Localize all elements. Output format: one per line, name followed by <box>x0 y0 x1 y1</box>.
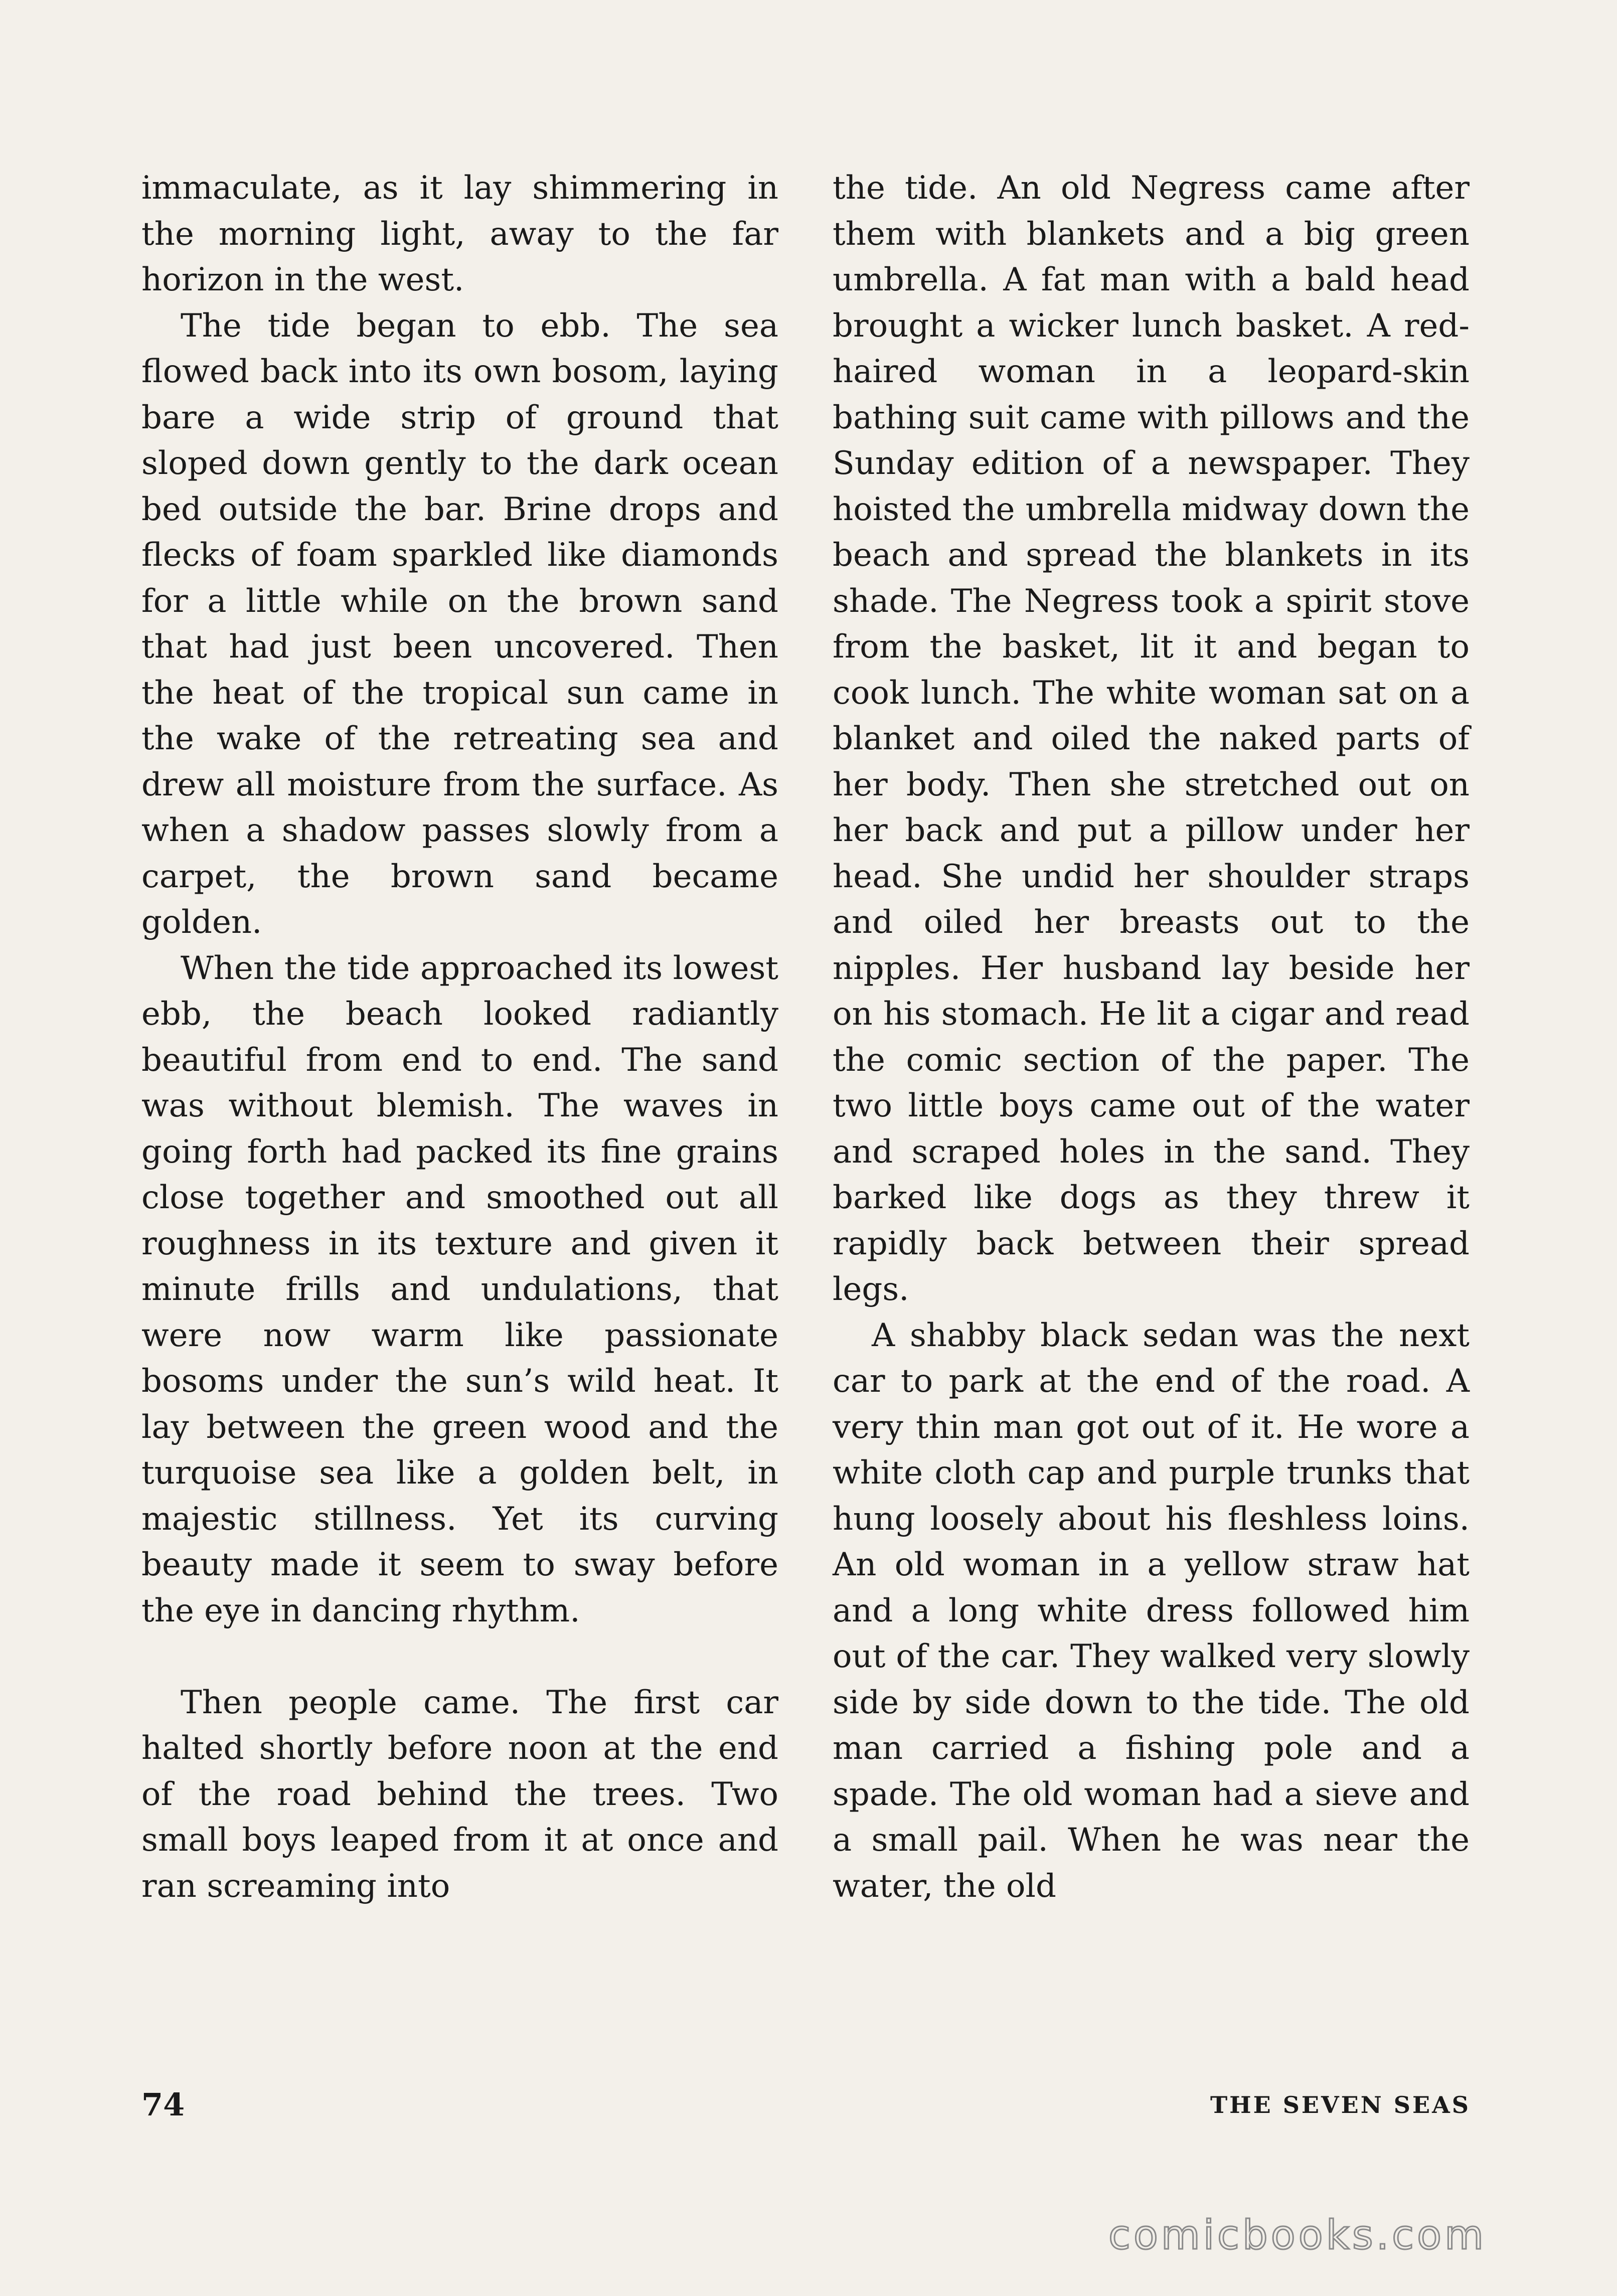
watermark: comicbooks.com <box>1108 2212 1487 2258</box>
running-head: THE SEVEN SEAS <box>1210 2091 1471 2118</box>
paragraph: immaculate, as it lay shimmering in the morning light, away to the far horizon in the west. <box>141 170 778 298</box>
page-footer <box>141 2086 1471 2131</box>
left-text-column <box>141 166 778 1909</box>
paragraph: When the tide approached its lowest ebb, the beach looked radiantly beautiful from end to end. The sand was without blemish. The waves in going forth had packed its fine grains close together and smoothed out all roughness in its texture and given it minute frills and undulations, that were now warm like passionate bosoms under the sun’s wild heat. It lay between the green wood and the turquoise sea like a golden belt, in majestic stillness. Yet its curving beauty made it seem to sway before the eye in dancing rhythm. <box>141 949 778 1629</box>
paragraph: A shabby black sedan was the next car to park at the end of the road. A very thin man got out of it. He wore a white cloth cap and purple trunks that hung loosely about his fleshless loins. An old woman in a yellow straw hat and a long white dress followed him out of the car. They walked very slowly side by side down to the tide. The old man carried a fishing pole and a spade. The old woman had a sieve and a small pail. When he was near the water, the old <box>833 1317 1470 1905</box>
page-number: 74 <box>141 2086 185 2123</box>
right-text-column <box>833 166 1470 1909</box>
paragraph: the tide. An old Negress came after them with blankets and a big green umbrella. A fat man with a bald head brought a wicker lunch basket. A red-haired woman in a leopard-skin bathing suit came with pillows and the Sunday edition of a newspaper. They hoisted the umbrella midway down the beach and spread the blankets in its shade. The Negress took a spirit stove from the basket, lit it and began to cook lunch. The white woman sat on a blanket and oiled the naked parts of her body. Then she stretched out on her back and put a pillow under her head. She undid her shoulder straps and oiled her breasts out to the nipples. Her husband lay beside her on his stomach. He lit a cigar and read the comic section of the paper. The two little boys came out of the water and scraped holes in the sand. They barked like dogs as they threw it rapidly back between their spread legs. <box>833 170 1470 1308</box>
paragraph: The tide began to ebb. The sea flowed back into its own bosom, laying bare a wide strip of ground that sloped down gently to the dark ocean bed outside the bar. Brine drops and flecks of foam sparkled like diamonds for a little while on the brown sand that had just been uncovered. Then the heat of the tropical sun came in the wake of the retreating sea and drew all moisture from the surface. As when a shadow passes slowly from a carpet, the brown sand became golden. <box>141 307 778 941</box>
paragraph: Then people came. The first car halted shortly before noon at the end of the road behind the trees. Two small boys leaped from it at once and ran screaming into <box>141 1684 778 1905</box>
